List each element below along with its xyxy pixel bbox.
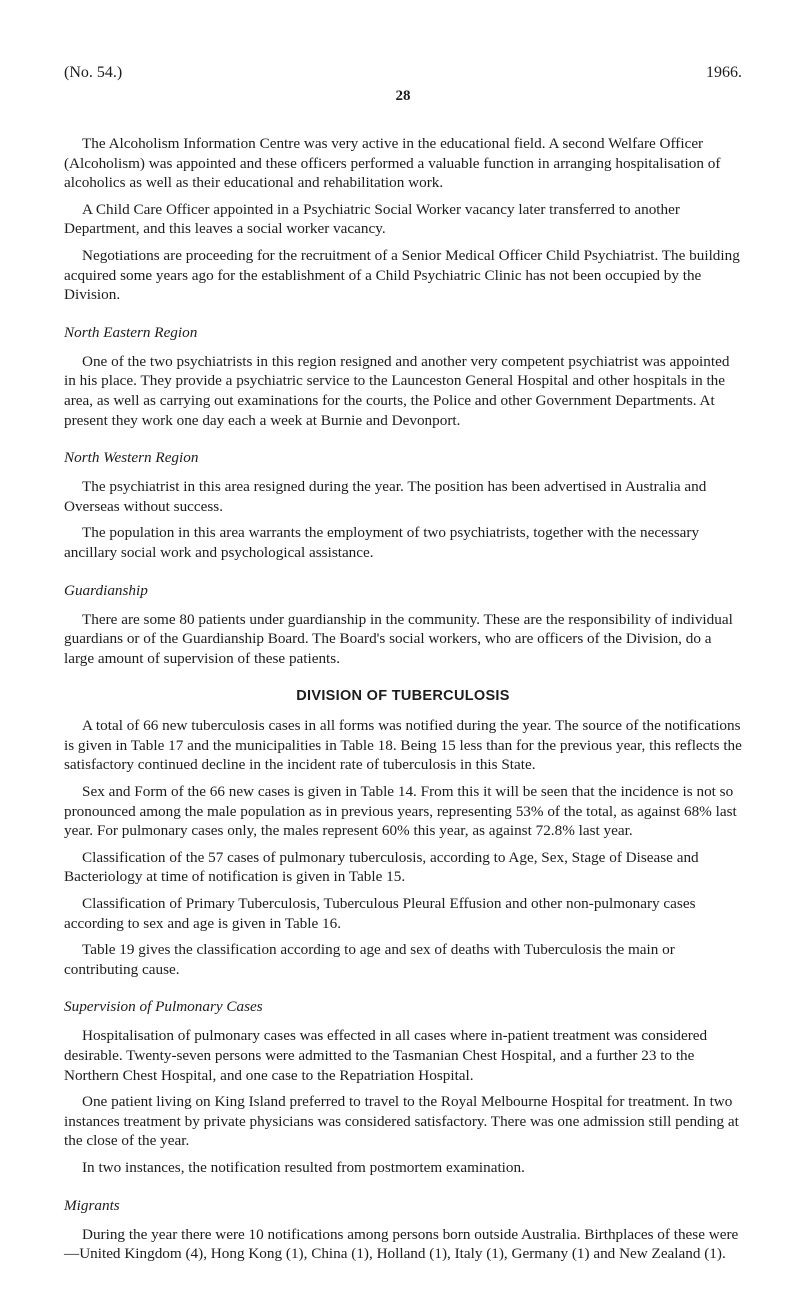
paragraph: A Child Care Officer appointed in a Psychiatric Social Worker vacancy later transferred to another Department, and this leaves a social worker vacancy. [64, 200, 680, 238]
paragraph: Table 19 gives the classification according to age and sex of deaths with Tuberculosis the main or contributing cause. [64, 941, 675, 978]
paragraph: There are some 80 patients under guardianship in the community. These are the responsibility of individual guardians or of the Guardianship Board. The Board's social workers, who are officers of the Division, do a large amount of supervision of these patients. [64, 610, 733, 667]
paragraph: During the year there were 10 notifications among persons born outside Australia. Birthplaces of these were—United Kingdom (4), Hong Kong (1), China (1), Holland (1), Italy (1), Germany (1) and New Zealand (1). [64, 1225, 739, 1263]
paragraph: Classification of Primary Tuberculosis, Tuberculous Pleural Effusion and other non-pulmonary cases according to sex and age is given in Table 16. [64, 895, 696, 932]
paragraph: One of the two psychiatrists in this region resigned and another very competent psychiatrist was appointed in his place. They provide a psychiatric service to the Launceston General Hospital and other hospitals in the area, as well as carrying out examinations for the courts, the Police and other Government Departments. At present they work one day each a week at Burnie and Devonport. [64, 352, 730, 429]
paragraph: Negotiations are proceeding for the recruitment of a Senior Medical Officer Child Psychiatrist. The building acquired some years ago for the establishment of a Child Psychiatric Clinic has not been occupied by the Division. [64, 246, 740, 304]
paragraph: The psychiatrist in this area resigned during the year. The position has been advertised in Australia and Overseas without success. [64, 478, 707, 515]
section-title: DIVISION OF TUBERCULOSIS [296, 688, 510, 705]
paragraph: One patient living on King Island preferred to travel to the Royal Melbourne Hospital for treatment. In two instances treatment by private physicians was considered satisfactory. There was one admission still pending at the close of the year. [64, 1093, 739, 1150]
paragraph: Hospitalisation of pulmonary cases was effected in all cases where in-patient treatment was considered desirable. Twenty-seven persons were admitted to the Tasmanian Chest Hospital, and a further 23 to the Northern Chest Hospital, and one case to the Repatriation Hospital. [64, 1027, 708, 1084]
paragraph: The Alcoholism Information Centre was very active in the educational field. A second Welfare Officer (Alcoholism) was appointed and these officers performed a valuable function in arranging hospitalisation of alcoholics as well as their educational and rehabilitation work. [64, 135, 721, 192]
paragraph: In two instances, the notification resulted from postmortem examination. [82, 1158, 525, 1176]
subheading: North Western Region [64, 449, 199, 467]
document-number: (No. 54.) [64, 64, 123, 81]
paragraph: Sex and Form of the 66 new cases is given in Table 14. From this it will be seen that the incidence is not so pronounced among the male population as in previous years, representing 53% of the total, as against 68% last year. For pulmonary cases only, the males represent 60% this year, as against 72.8% last year. [64, 783, 737, 840]
document-year: 1966. [706, 64, 742, 81]
subheading: Migrants [64, 1196, 120, 1214]
paragraph: Classification of the 57 cases of pulmonary tuberculosis, according to Age, Sex, Stage of Disease and Bacteriology at time of notification is given in Table 15. [64, 848, 699, 886]
paragraph: The population in this area warrants the employment of two psychiatrists, together with the necessary ancillary social work and psychological assistance. [64, 524, 700, 561]
body-text [64, 134, 742, 1264]
subheading: Supervision of Pulmonary Cases [64, 998, 263, 1016]
subheading: North Eastern Region [64, 323, 198, 341]
page-header [64, 64, 742, 106]
subheading: Guardianship [64, 581, 148, 599]
paragraph: A total of 66 new tuberculosis cases in all forms was notified during the year. The source of the notifications is given in Table 17 and the municipalities in Table 18. Being 15 less than for the previous year, this reflects the satisfactory continued decline in the incident rate of tuberculosis in this State. [64, 717, 742, 774]
page-number: 28 [395, 88, 411, 104]
document-page [64, 64, 742, 1271]
